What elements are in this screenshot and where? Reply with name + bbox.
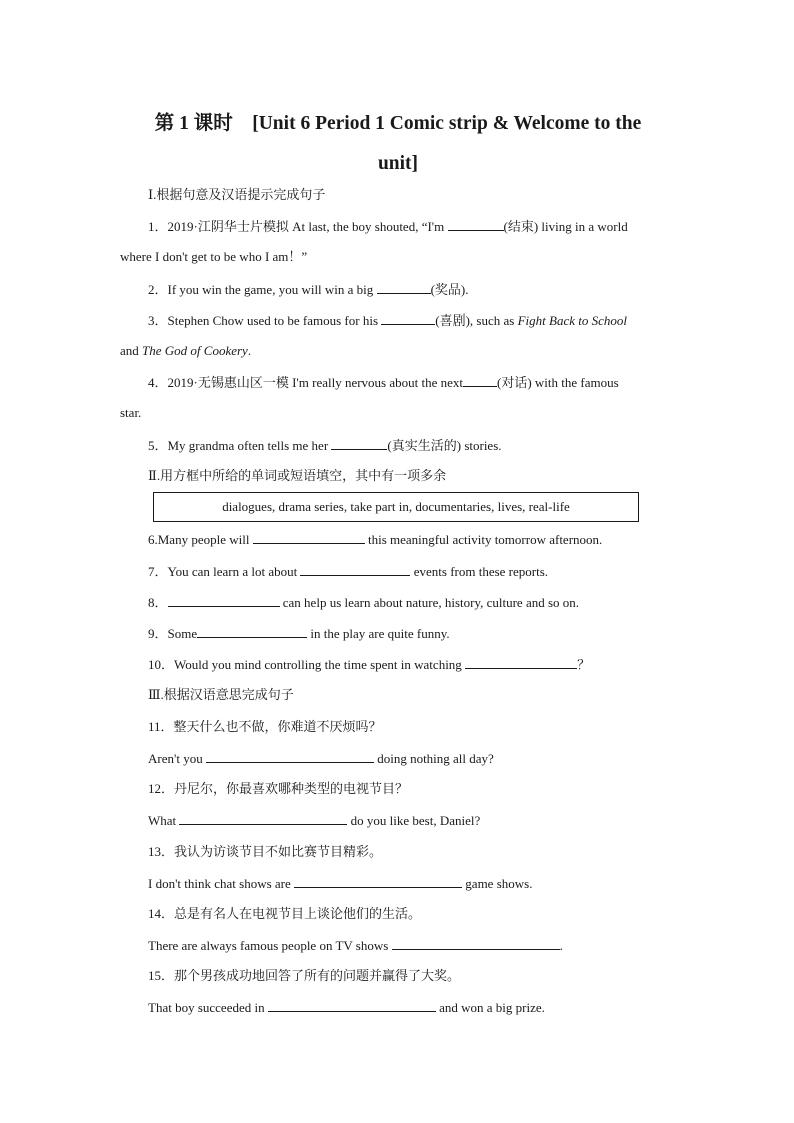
title-line-1: 第 1 课时 [Unit 6 Period 1 Comic strip & Welcome to the: [154, 113, 642, 134]
answer-blank-13[interactable]: [294, 874, 462, 888]
question-4-line-2: star.: [120, 405, 142, 420]
question-8: 8． can help us learn about nature, history, culture and so on.: [148, 595, 580, 610]
title-line-2: unit]: [377, 153, 419, 174]
question-1: 1．2019·江阴华士片模拟 At last, the boy shouted, “I'm (结束) living in a world: [148, 219, 628, 234]
question-3-line-2: and The God of Cookery.: [120, 343, 252, 358]
answer-blank-1[interactable]: [448, 217, 504, 231]
answer-blank-9[interactable]: [197, 624, 307, 638]
question-13: I don't think chat shows are game shows.: [148, 876, 533, 891]
answer-blank-5[interactable]: [331, 436, 387, 450]
question-4: 4．2019·无锡惠山区一模 I'm really nervous about the next (对话) with the famous: [148, 375, 619, 390]
page-title: [120, 104, 676, 184]
word-box: dialogues, drama series, take part in, documentaries, lives, real-life: [153, 492, 639, 522]
section-1-heading: Ⅰ.根据句意及汉语提示完成句子: [148, 187, 326, 202]
answer-blank-7[interactable]: [300, 562, 410, 576]
answer-blank-10[interactable]: [465, 655, 577, 669]
answer-blank-15[interactable]: [268, 998, 436, 1012]
question-13-chinese: 13．我认为访谈节目不如比赛节目精彩。: [148, 844, 383, 859]
answer-blank-2[interactable]: [377, 280, 431, 294]
question-11: Aren't you doing nothing all day?: [148, 751, 494, 766]
question-3: 3．Stephen Chow used to be famous for his (喜剧), such as Fight Back to School: [148, 313, 627, 328]
question-15-chinese: 15．那个男孩成功地回答了所有的问题并赢得了大奖。: [148, 968, 461, 983]
question-9: 9．Some in the play are quite funny.: [148, 626, 450, 641]
answer-blank-4[interactable]: [463, 373, 497, 387]
question-11-chinese: 11．整天什么也不做，你难道不厌烦吗？: [148, 719, 382, 734]
question-5: 5．My grandma often tells me her (真实生活的) stories.: [148, 438, 502, 453]
question-14: There are always famous people on TV shows .: [148, 938, 563, 953]
question-6: 6.Many people will this meaningful activity tomorrow afternoon.: [148, 532, 603, 547]
question-15: That boy succeeded in and won a big prize.: [148, 1000, 545, 1015]
answer-blank-14[interactable]: [392, 936, 560, 950]
question-14-chinese: 14．总是有名人在电视节目上谈论他们的生活。: [148, 906, 422, 921]
question-7: 7．You can learn a lot about events from these reports.: [148, 564, 549, 579]
question-12-chinese: 12．丹尼尔，你最喜欢哪种类型的电视节目？: [148, 781, 409, 796]
question-2: 2．If you win the game, you will win a big (奖品).: [148, 282, 469, 297]
section-3-heading: Ⅲ.根据汉语意思完成句子: [148, 687, 294, 702]
question-10: 10．Would you mind controlling the time spent in watching ？: [148, 657, 591, 672]
section-2-heading: Ⅱ.用方框中所给的单词或短语填空，其中有一项多余: [148, 468, 447, 483]
answer-blank-8[interactable]: [168, 593, 280, 607]
question-12: What do you like best, Daniel?: [148, 813, 481, 828]
question-1-line-2: where I don't get to be who I am！”: [120, 249, 308, 264]
answer-blank-3[interactable]: [381, 311, 435, 325]
answer-blank-11[interactable]: [206, 749, 374, 763]
answer-blank-6[interactable]: [253, 530, 365, 544]
answer-blank-12[interactable]: [179, 811, 347, 825]
